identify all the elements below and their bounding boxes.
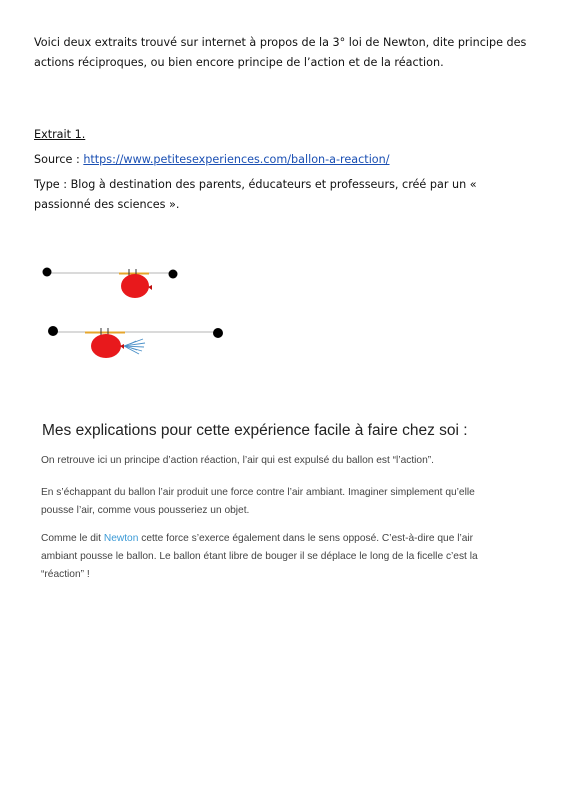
source-label: Source :	[34, 153, 84, 166]
type-paragraph: Type : Blog à destination des parents, éducateurs et professeurs, créé par un « passionné des sciences ».	[34, 178, 477, 211]
p3-text-end: cette force s’exerce également dans le sens opposé. C’est-à-dire que l’air ambiant pousse le ballon. Le ballon étant libre de bouger il se déplace le long de la ficelle c’est la “réaction” !	[41, 533, 478, 580]
balloon-setup-before	[43, 268, 178, 299]
explanation-paragraph-3	[41, 530, 481, 584]
extrait-1-title: Extrait 1.	[34, 128, 86, 141]
anchor-point-right	[169, 270, 178, 279]
explanations-heading: Mes explications pour cette expérience facile à faire chez soi :	[42, 422, 468, 439]
balloon	[91, 334, 121, 358]
explanation-paragraph-1: On retrouve ici un principe d’action réaction, l’air qui est expulsé du ballon est “l’action”.	[41, 455, 434, 466]
anchor-point-left	[43, 268, 52, 277]
source-line	[34, 150, 534, 170]
anchor-point-left	[48, 326, 58, 336]
balloon-rocket-drawing	[30, 258, 270, 368]
source-link[interactable]: https://www.petitesexperiences.com/ballon-a-reaction/	[83, 153, 390, 166]
explanation-paragraph-2: En s’échappant du ballon l’air produit une force contre l’air ambiant. Imaginer simplement qu’elle pousse l’air, comme vous pousseriez un objet.	[41, 487, 475, 516]
balloon-setup-after	[48, 326, 223, 358]
balloon	[121, 274, 149, 298]
intro-paragraph: Voici deux extraits trouvé sur internet à propos de la 3° loi de Newton, dite principe des actions réciproques, ou bien encore principe de l’action et de la réaction.	[34, 36, 527, 69]
p3-text-start: Comme le dit	[41, 533, 104, 544]
newton-link[interactable]: Newton	[103, 533, 139, 544]
air-jet	[124, 339, 145, 354]
anchor-point-right	[213, 328, 223, 338]
